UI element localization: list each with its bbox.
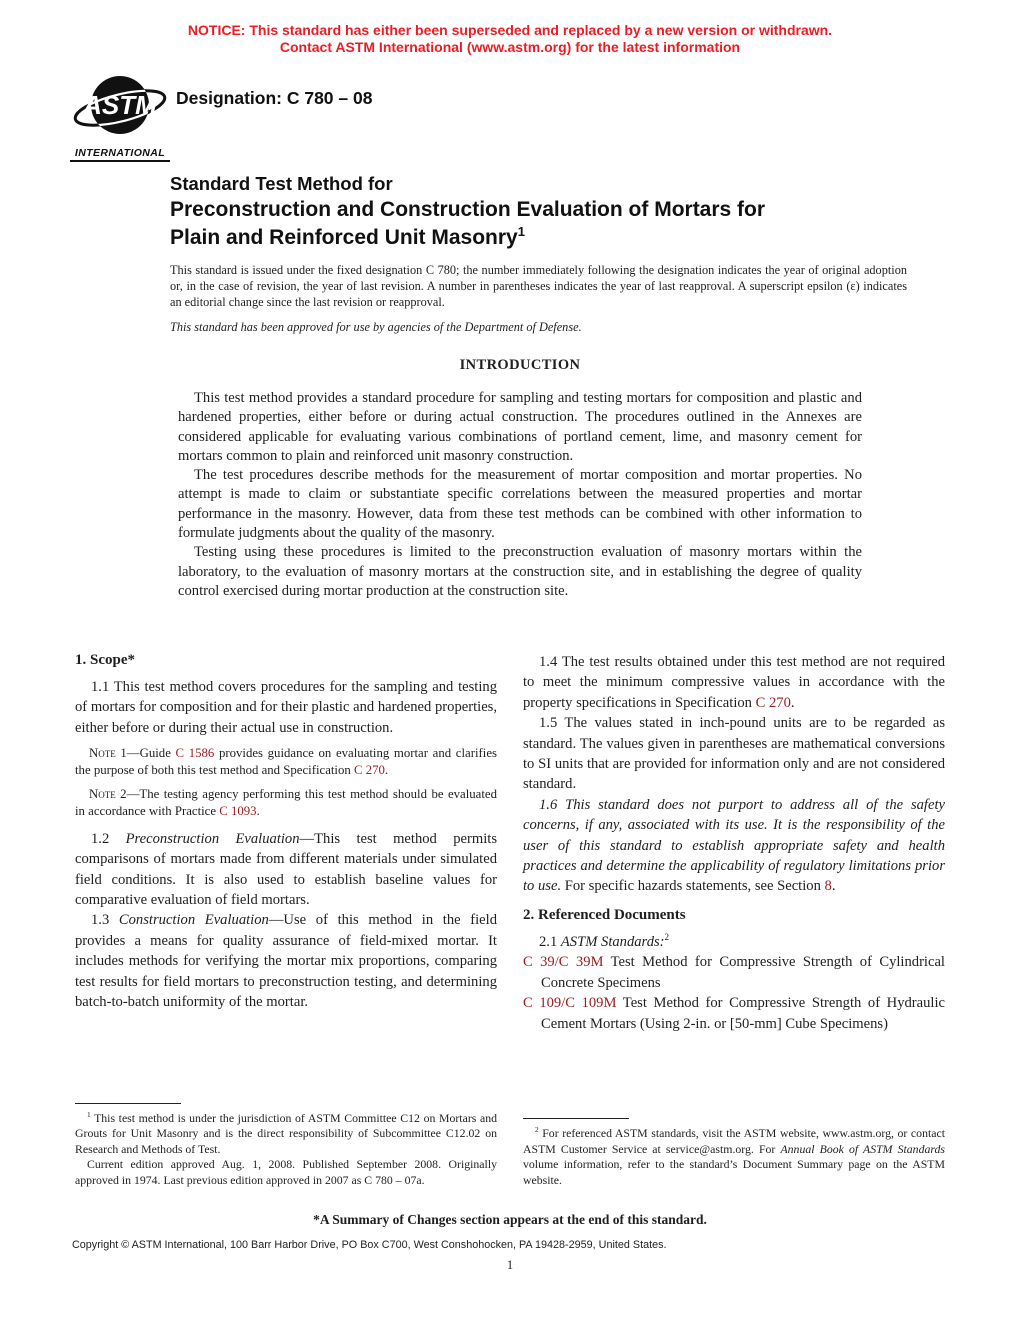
link-c270[interactable]: C 270: [354, 763, 385, 778]
footnote-2-block: [523, 1118, 945, 1188]
link-section-8[interactable]: 8: [824, 878, 832, 895]
page-title: [170, 196, 930, 251]
notice-line-1: NOTICE: This standard has either been superseded and replaced by a new version or withdrawn.: [187, 22, 833, 38]
note-2-label: Note 2: [89, 787, 127, 802]
link-c39[interactable]: C 39/C 39M: [523, 954, 604, 971]
footnote-1-paragraph-2: Current edition approved Aug. 1, 2008. Published September 2008. Originally approved in 1974. Last previous edition approved in 2007 as C 780 – 07a.: [75, 1157, 497, 1187]
title-kicker: Standard Test Method for: [170, 173, 393, 194]
clause-1-2: 1.2 Preconstruction Evaluation—This test method permits comparisons of mortars made from different materials under simulated field conditions. It is also used to establish baseline values for comparative evaluation of field mortars.: [75, 830, 497, 909]
footnote-rule-left: [75, 1103, 181, 1104]
term-preconstruction-evaluation: Preconstruction Evaluation: [125, 830, 300, 847]
astm-globe-icon: [72, 72, 168, 144]
link-c109[interactable]: C 109/C 109M: [523, 995, 617, 1012]
introduction-paragraph-2: The test procedures describe methods for the measurement of mortar composition and mortar properties. No attempt is made to claim or substantiate specific correlations between the measured properties and mortar performance in the masonry. However, data from these test methods can be combined with other information to formulate judgments about the quality of the masonry.: [178, 467, 862, 542]
right-column: [523, 652, 945, 1188]
title-footnote-ref: 1: [517, 223, 525, 239]
scope-heading: 1. Scope*: [75, 652, 135, 668]
note-1: Note 1—Guide C 1586 provides guidance on evaluating mortar and clarifies the purpose of both this test method and Specification C 270.: [75, 746, 497, 778]
astm-logo-international: INTERNATIONAL: [70, 147, 170, 162]
title-block: [170, 172, 930, 251]
title-line-1: Preconstruction and Construction Evaluation of Mortars for: [170, 198, 766, 221]
introduction-heading: INTRODUCTION: [459, 357, 581, 373]
footnote-2-marker: 2: [535, 1125, 539, 1135]
clause-1-3: 1.3 Construction Evaluation—Use of this method in the field provides a means for quality assurance of field-mixed mortar. It includes methods for verifying the mortar mix proportions, comparing test results for field mortars to preconstruction testing, and determining batch-to-batch uniformity of the mortar.: [75, 912, 497, 1011]
ref-c109: C 109/C 109M Test Method for Compressive Strength of Hydraulic Cement Mortars (Using 2-in. or [50-mm] Cube Specimens): [523, 995, 946, 1032]
astm-logo-text: ASTM: [83, 90, 157, 120]
introduction-paragraph-1: This test method provides a standard procedure for sampling and testing mortars for composition and plastic and hardened properties, either before or during actual construction. The procedures outlined in the Annexes are considered applicable for evaluating various combinations of portland cement, lime, and masonry cement for mortars common to plain and reinforced unit masonry construction.: [178, 390, 862, 464]
clause-2-1: 2.1 ASTM Standards:$^2$: [539, 932, 670, 950]
footnote-2-paragraph: $^2$ For referenced ASTM standards, visit the ASTM website, www.astm.org, or contact ASTM Customer Service at service@astm.org. For Annual Book of ASTM Standards volume information, refer to the standard’s Document Summary page on the ASTM website.: [523, 1125, 946, 1187]
body-columns: [75, 652, 945, 1188]
footnote-rule-right: [523, 1118, 629, 1119]
clause-1-6: 1.6 This standard does not purport to address all of the safety concerns, if any, associated with its use. It is the responsibility of the user of this standard to establish appropriate safety and health practices and determine the applicability of regulatory limitations prior to use. For specific hazards statements, see Section 8.: [523, 796, 945, 895]
issuing-statement: [170, 263, 907, 336]
footnote-1-block: [75, 1103, 497, 1188]
summary-of-changes-note: *A Summary of Changes section appears at the end of this standard.: [313, 1212, 707, 1227]
note-2: Note 2—The testing agency performing this test method should be evaluated in accordance with Practice C 1093.: [75, 787, 497, 818]
dod-approval-line: This standard has been approved for use by agencies of the Department of Defense.: [170, 319, 582, 334]
footnote-1-paragraph-1: $^1$ This test method is under the jurisdiction of ASTM Committee C12 on Mortars and Grouts for Unit Masonry and is the direct responsibility of Subcommittee C12.02 on Research and Methods of Test.: [75, 1110, 497, 1156]
introduction-paragraph-3: Testing using these procedures is limited to the preconstruction evaluation of masonry mortars within the laboratory, to the evaluation of masonry mortars at the construction site, and in establishing the degree of quality control exercised during mortar production at the construction site.: [178, 544, 862, 599]
superseded-notice: [0, 22, 1020, 56]
astm-logo: [70, 72, 170, 162]
notice-line-2: Contact ASTM International (www.astm.org) for the latest information: [279, 39, 741, 55]
left-column: [75, 652, 497, 1188]
term-construction-evaluation: Construction Evaluation: [118, 912, 269, 929]
clause-1-5: 1.5 The values stated in inch-pound units are to be regarded as standard. The values given in parentheses are mathematical conversions to SI units that are provided for information only and are not considered standard.: [523, 715, 945, 793]
annual-book-title: Annual Book of ASTM Standards: [780, 1141, 946, 1156]
title-line-2: Plain and Reinforced Unit Masonry: [170, 225, 518, 249]
link-c270-2[interactable]: C 270: [755, 694, 791, 711]
footnote-1-marker: 1: [87, 1110, 91, 1120]
issuing-paragraph: This standard is issued under the fixed designation C 780; the number immediately following the designation indicates the year of original adoption or, in the case of revision, the year of last revision. A number in parentheses indicates the year of last reapproval. A superscript epsilon (ε) indicates an editorial change since the last revision or reapproval.: [170, 263, 907, 309]
clause-1-1: 1.1 This test method covers procedures for the sampling and testing of mortars for composition and for their plastic and hardened properties, either before or during their actual use in construction.: [75, 679, 497, 736]
designation: Designation: C 780 – 08: [176, 88, 373, 108]
page-number: 1: [506, 1258, 514, 1272]
caveat-italic: This standard does not purport to address all of the safety concerns, if any, associated with its use. It is the responsibility of the user of this standard to establish appropriate safety and health practices and determine the applicability of regulatory limitations prior to use.: [523, 796, 945, 895]
link-c1093[interactable]: C 1093: [219, 803, 257, 818]
ref-c39: C 39/C 39M Test Method for Compressive Strength of Cylindrical Concrete Specimens: [523, 954, 945, 991]
referenced-documents-heading: 2. Referenced Documents: [523, 906, 686, 923]
link-c1586[interactable]: C 1586: [175, 746, 215, 761]
introduction-section: [178, 357, 862, 601]
copyright-line: Copyright © ASTM International, 100 Barr Harbor Drive, PO Box C700, West Conshohocken, PA 19428-2959, United States.: [72, 1239, 667, 1251]
footnote-2-ref: 2: [664, 932, 670, 943]
clause-1-4: 1.4 The test results obtained under this test method are not required to meet the minimum compressive values in accordance with the property specifications in Specification C 270.: [523, 654, 945, 711]
note-1-label: Note 1: [89, 746, 127, 761]
